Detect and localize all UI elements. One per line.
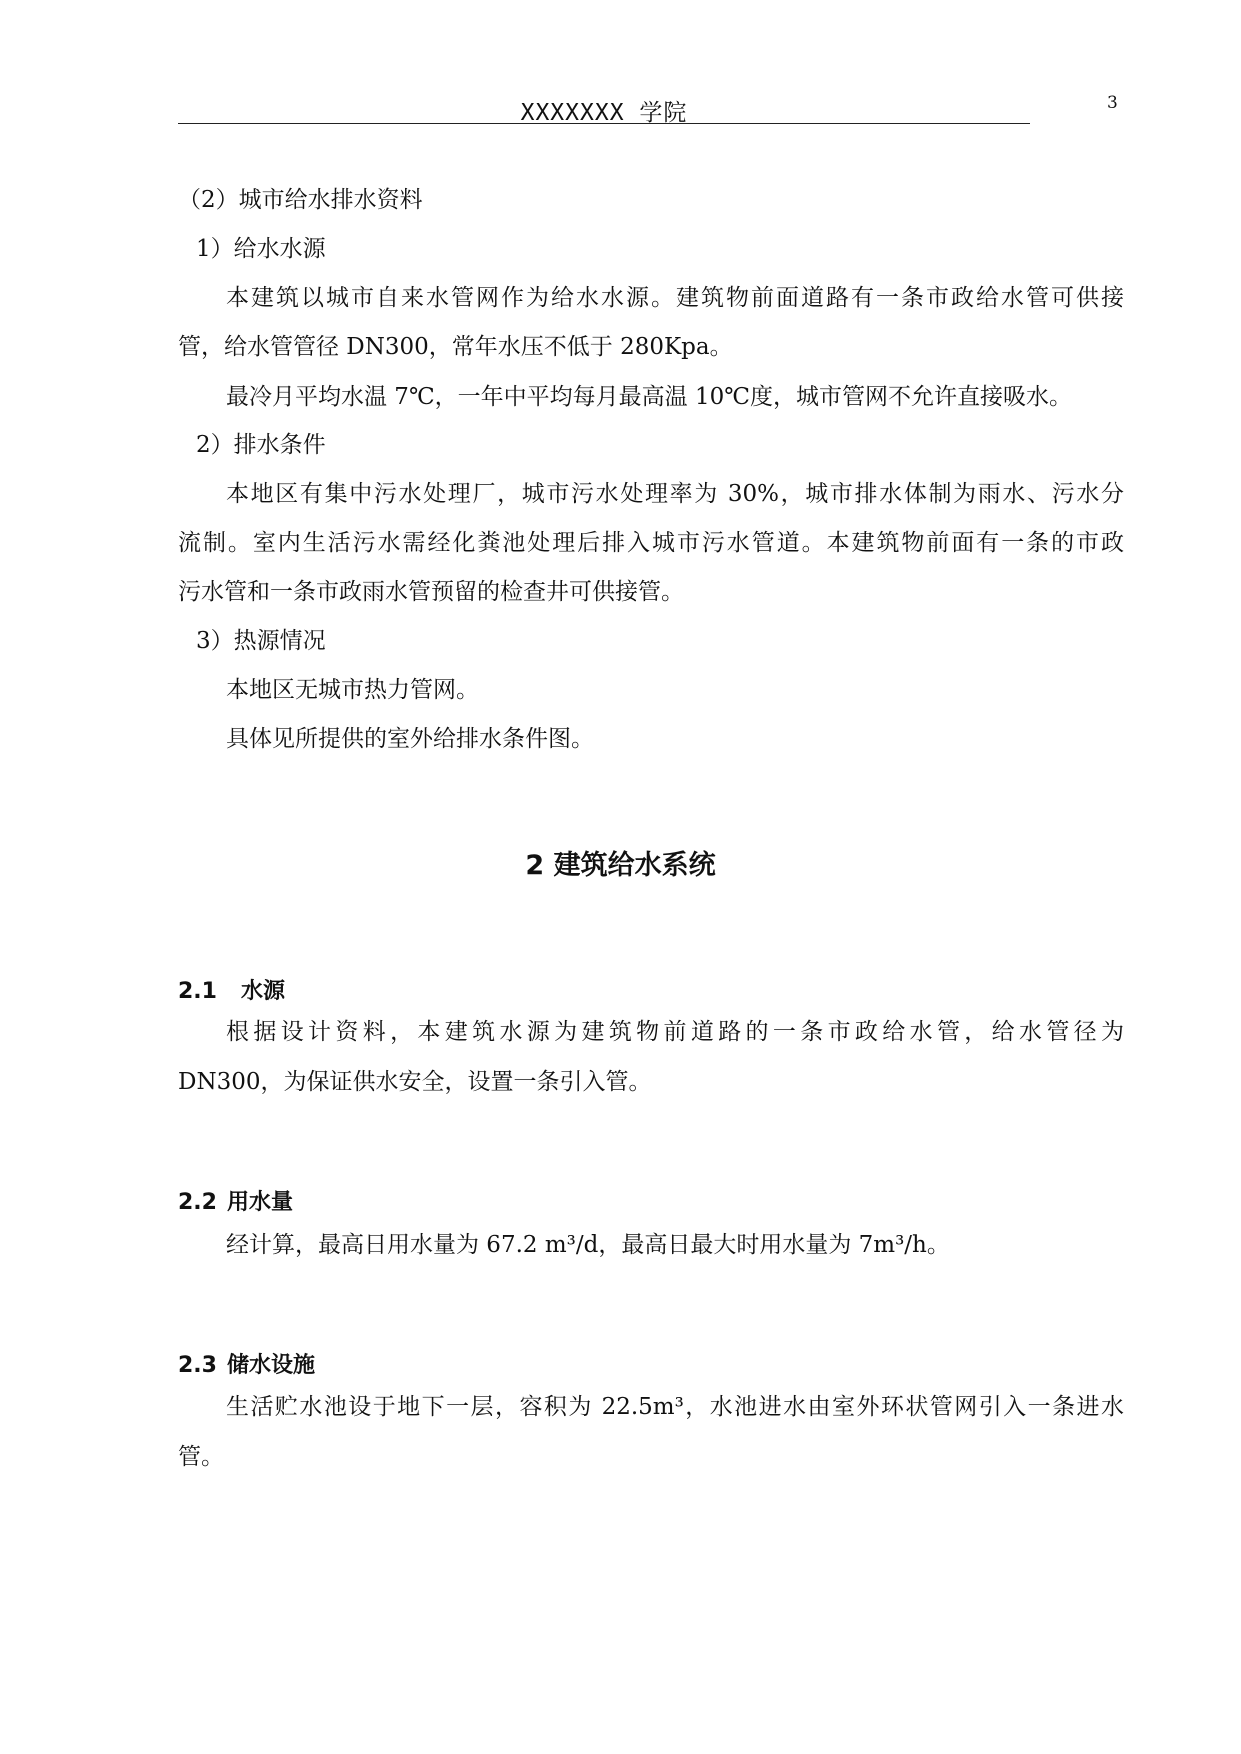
section-heading-2-3 [178,1348,315,1379]
section-title: 储水设施 [226,1353,315,1378]
subsection-heading: （2）城市给水排水资料 [178,187,423,213]
paragraph-line: 流制。室内生活污水需经化粪池处理后排入城市污水管道。本建筑物前面有一条的市政 [178,530,1124,556]
item-heading-water-source: 1）给水水源 [196,236,326,262]
section-number: 2.2 [178,1190,217,1215]
paragraph-line: 本地区有集中污水处理厂，城市污水处理率为 30%，城市排水体制为雨水、污水分 [226,481,1124,507]
page-number: 3 [1107,93,1118,113]
paragraph-line: 管，给水管管径 DN300，常年水压不低于 280Kpa。 [178,334,733,360]
paragraph-line: 管。 [178,1444,224,1470]
paragraph-line: 经计算，最高日用水量为 67.2 m³/d，最高日最大时用水量为 7m³/h。 [226,1232,950,1258]
section-heading-2-2 [178,1185,293,1216]
section-heading-2-1 [178,974,285,1005]
item-heading-drainage: 2）排水条件 [196,432,326,458]
header-divider [178,123,1030,124]
section-title: 水源 [240,979,285,1004]
page-header-title: XXXXXXX 学院 [520,100,688,126]
paragraph-line: 污水管和一条市政雨水管预留的检查井可供接管。 [178,579,684,605]
paragraph-line: DN300，为保证供水安全，设置一条引入管。 [178,1069,652,1095]
paragraph-line: 最冷月平均水温 7℃，一年中平均每月最高温 10℃度，城市管网不允许直接吸水。 [226,384,1072,410]
chapter-title: 2 建筑给水系统 [525,850,716,881]
section-number: 2.1 [178,979,217,1004]
item-heading-heat-source: 3）热源情况 [196,628,326,654]
paragraph-line: 本建筑以城市自来水管网作为给水水源。建筑物前面道路有一条市政给水管可供接 [226,285,1124,311]
paragraph-line: 生活贮水池设于地下一层，容积为 22.5m³，水池进水由室外环状管网引入一条进水 [226,1394,1124,1420]
paragraph-line: 本地区无城市热力管网。 [226,677,479,703]
paragraph-line: 根据设计资料，本建筑水源为建筑物前道路的一条市政给水管，给水管径为 [226,1019,1124,1045]
paragraph-line: 具体见所提供的室外给排水条件图。 [226,726,594,752]
section-number: 2.3 [178,1353,217,1378]
section-title: 用水量 [226,1190,293,1215]
